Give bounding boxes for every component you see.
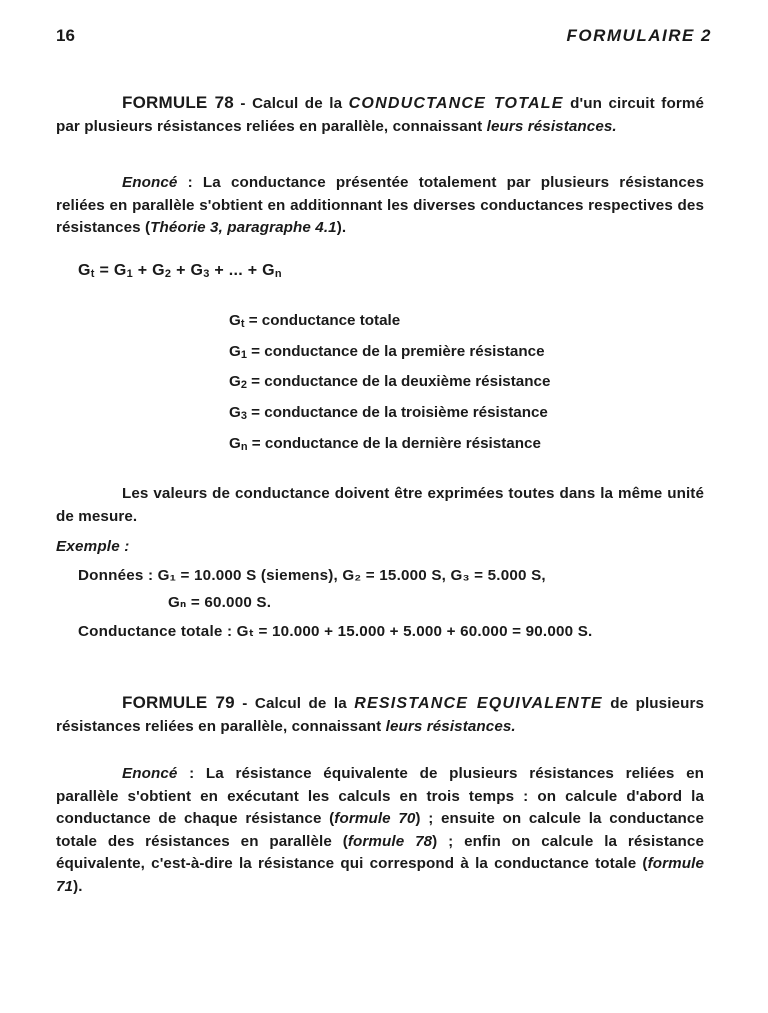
- formula-operator: +: [133, 262, 153, 279]
- formula-term: $G_2$: [152, 262, 172, 280]
- enonce-label: Enoncé: [122, 174, 178, 191]
- definition-row: [229, 341, 550, 372]
- formula-79-heading: FORMULE 79 - Calcul de la RESISTANCE EQUIVALENTE de plusieurs résistances reliées en parallèle, connaissant leurs résistances.: [56, 693, 705, 735]
- definition-symbol: $G_t$: [229, 312, 245, 330]
- page-number: 16: [56, 26, 75, 45]
- formula-78-heading: FORMULE 78 - Calcul de la CONDUCTANCE TOTALE d'un circuit formé par plusieurs résistances reliées en parallèle, connaissant leurs résistances.: [56, 93, 704, 135]
- formula-78-keyword: CONDUCTANCE TOTALE: [348, 95, 564, 112]
- example-data-line-2: Gₙ = 60.000 S.: [168, 594, 272, 611]
- formula-operator: =: [94, 262, 114, 279]
- definition-row: [229, 310, 550, 341]
- formula-78-equation: [78, 262, 282, 280]
- definition-symbol: $G_n$: [229, 434, 248, 453]
- definition-text: = conductance de la troisième résistance: [246, 404, 548, 422]
- example-label: Exemple :: [56, 538, 130, 555]
- definition-row: [229, 402, 550, 433]
- example-total-line: Conductance totale : Gₜ = 10.000 + 15.000 + 5.000 + 60.000 = 90.000 S.: [78, 623, 593, 640]
- formula-operator: + ... +: [209, 262, 263, 279]
- definition-row: [229, 433, 550, 464]
- formula-term: $G_t$: [78, 262, 95, 280]
- definition-row: [229, 371, 550, 402]
- definition-text: = conductance de la première résistance: [246, 342, 545, 360]
- formula-term: $G_3$: [190, 262, 210, 280]
- formula-79-label: FORMULE 79: [122, 693, 235, 712]
- units-note: Les valeurs de conductance doivent être exprimées toutes dans la même unité de mesure.: [56, 485, 704, 525]
- formula-operator: +: [171, 262, 191, 279]
- definition-symbol: $G_3$: [229, 404, 247, 423]
- formula-78-label: FORMULE 78: [122, 93, 234, 112]
- formula-79-statement: Enoncé : La résistance équivalente de plusieurs résistances reliées en parallèle s'obtient en exécutant les calculs en trois temps : on calcule d'abord la conductance de chaque résistance (formule 70) ; ensuite on calcule la conductance totale des résistances en parallèle (formule 78) ; enfin on calcule la résistance équivalente, c'est-à-dire la résistance qui correspond à la conductance totale (formule 71).: [56, 765, 705, 895]
- formula-term: $G_1$: [113, 262, 134, 280]
- formula-79-keyword: RESISTANCE EQUIVALENTE: [354, 695, 603, 712]
- formula-term: $G_n$: [262, 262, 282, 280]
- enonce-label: Enoncé: [122, 765, 178, 782]
- definition-symbol: $G_1$: [229, 342, 247, 361]
- section-title: FORMULAIRE 2: [566, 26, 712, 45]
- example-data-line-1: Données : G₁ = 10.000 S (siemens), G₂ = 15.000 S, G₃ = 5.000 S,: [78, 567, 546, 584]
- definition-text: = conductance de la dernière résistance: [247, 434, 541, 452]
- definition-symbol: $G_2$: [229, 373, 247, 392]
- definition-text: = conductance totale: [244, 312, 401, 329]
- definition-text: = conductance de la deuxième résistance: [246, 373, 551, 391]
- formula-78-definitions: [229, 310, 550, 463]
- formula-78-statement: Enoncé : La conductance présentée totalement par plusieurs résistances reliées en parallèle s'obtient en additionnant les diverses conductances respectives des résistances (Théorie 3, paragraphe 4.1).: [56, 174, 704, 236]
